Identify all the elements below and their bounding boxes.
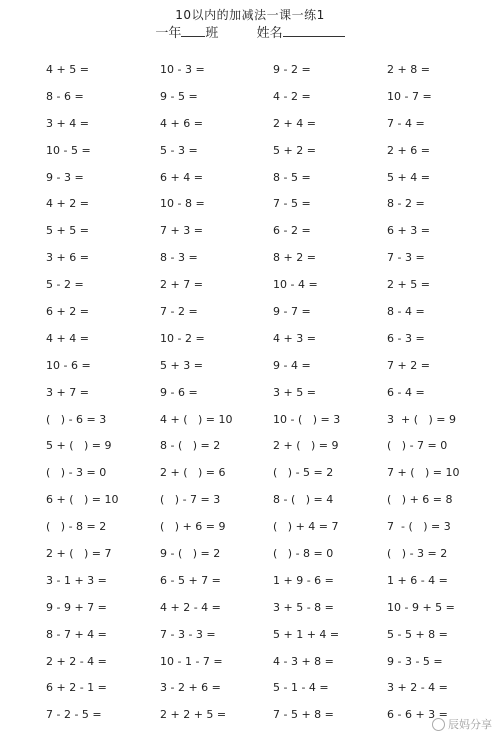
grade-label: 一年 bbox=[155, 26, 182, 41]
math-problem: 9 - 7 = bbox=[273, 305, 311, 319]
math-problem: 1 + 9 - 6 = bbox=[273, 573, 334, 587]
name-blank bbox=[283, 24, 345, 37]
math-problem: 5 - 1 - 4 = bbox=[273, 681, 329, 695]
math-problem: 5 + 3 = bbox=[160, 358, 203, 372]
math-problem: 10 - 9 + 5 = bbox=[387, 600, 455, 614]
math-problem: 2 + ( ) = 7 bbox=[46, 547, 112, 561]
math-problem: 10 - 8 = bbox=[160, 197, 205, 211]
math-problem: 2 + 6 = bbox=[387, 143, 430, 157]
math-problem: 7 - 4 = bbox=[387, 116, 425, 130]
math-problem: 4 + 5 = bbox=[46, 63, 89, 76]
math-problem: 4 + 3 = bbox=[273, 331, 316, 345]
math-problem: 7 + 2 = bbox=[387, 358, 430, 372]
math-problem: 6 + 3 = bbox=[387, 224, 430, 238]
math-problem: ( ) + 6 = 8 bbox=[387, 493, 453, 507]
math-problem: 8 - ( ) = 2 bbox=[160, 439, 221, 453]
math-problem: 8 - 4 = bbox=[387, 305, 425, 319]
math-problem: 9 - ( ) = 2 bbox=[160, 547, 221, 561]
math-problem: 10 - ( ) = 3 bbox=[273, 412, 341, 426]
math-problem: ( ) - 7 = 0 bbox=[387, 439, 448, 453]
problem-grid bbox=[46, 63, 486, 735]
math-problem: 7 - 5 = bbox=[273, 197, 311, 211]
math-problem: 6 - 6 + 3 = bbox=[387, 708, 448, 722]
problem-row bbox=[46, 520, 486, 547]
math-problem: ( ) + 6 = 9 bbox=[160, 520, 226, 534]
math-problem: 8 - 5 = bbox=[273, 170, 311, 184]
watermark bbox=[432, 716, 492, 732]
math-problem: 4 + 2 = bbox=[46, 197, 89, 211]
math-problem: 8 - 3 = bbox=[160, 251, 198, 265]
math-problem: 6 + ( ) = 10 bbox=[46, 493, 119, 507]
math-problem: ( ) + 4 = 7 bbox=[273, 520, 339, 534]
math-problem: ( ) - 8 = 0 bbox=[273, 547, 334, 561]
math-problem: 6 + 2 - 1 = bbox=[46, 681, 107, 695]
problem-row bbox=[46, 628, 486, 655]
math-problem: 2 + 2 + 5 = bbox=[160, 708, 227, 722]
math-problem: 3 - 1 + 3 = bbox=[46, 573, 107, 587]
math-problem: 6 - 3 = bbox=[387, 331, 425, 345]
student-info-line bbox=[0, 22, 500, 41]
math-problem: 3 + 5 - 8 = bbox=[273, 600, 334, 614]
math-problem: 9 - 3 - 5 = bbox=[387, 654, 443, 668]
math-problem: 4 - 3 + 8 = bbox=[273, 654, 334, 668]
math-problem: 7 - 3 = bbox=[387, 251, 425, 265]
math-problem: ( ) - 7 = 3 bbox=[160, 493, 221, 507]
math-problem: 7 - ( ) = 3 bbox=[387, 520, 451, 534]
math-problem: 10 - 6 = bbox=[46, 358, 91, 372]
problem-row bbox=[46, 547, 486, 574]
problem-row bbox=[46, 171, 486, 198]
math-problem: 2 + ( ) = 9 bbox=[273, 439, 339, 453]
math-problem: 7 - 5 + 8 = bbox=[273, 708, 334, 722]
math-problem: 5 + 5 = bbox=[46, 224, 89, 238]
math-problem: 9 - 6 = bbox=[160, 385, 198, 399]
problem-row bbox=[46, 117, 486, 144]
math-problem: 4 + 6 = bbox=[160, 116, 203, 130]
problem-row bbox=[46, 386, 486, 413]
math-problem: 2 + ( ) = 6 bbox=[160, 466, 226, 480]
math-problem: 10 - 2 = bbox=[160, 331, 205, 345]
math-problem: 7 + 3 = bbox=[160, 224, 203, 238]
math-problem: 5 + 1 + 4 = bbox=[273, 627, 340, 641]
math-problem: 2 + 4 = bbox=[273, 116, 316, 130]
watermark-logo-icon bbox=[432, 718, 445, 731]
problem-row bbox=[46, 197, 486, 224]
math-problem: 3 + 7 = bbox=[46, 385, 89, 399]
problem-row bbox=[46, 413, 486, 440]
math-problem: 2 + 5 = bbox=[387, 278, 430, 292]
problem-row bbox=[46, 655, 486, 682]
problem-row bbox=[46, 278, 486, 305]
worksheet-title: 10以内的加减法一课一练1 bbox=[175, 8, 325, 22]
problem-row bbox=[46, 305, 486, 332]
problem-row bbox=[46, 224, 486, 251]
problem-row bbox=[46, 359, 486, 386]
problem-row bbox=[46, 601, 486, 628]
math-problem: 2 + 8 = bbox=[387, 63, 430, 76]
math-problem: 4 + 4 = bbox=[46, 331, 89, 345]
math-problem: 7 - 3 - 3 = bbox=[160, 627, 216, 641]
problem-row bbox=[46, 439, 486, 466]
math-problem: 9 - 5 = bbox=[160, 89, 198, 103]
math-problem: ( ) - 6 = 3 bbox=[46, 412, 107, 426]
math-problem: 7 - 2 = bbox=[160, 305, 198, 319]
problem-row bbox=[46, 63, 486, 90]
math-problem: 2 + 7 = bbox=[160, 278, 203, 292]
math-problem: 10 - 5 = bbox=[46, 143, 91, 157]
class-blank bbox=[181, 24, 205, 37]
math-problem: 3 + 6 = bbox=[46, 251, 89, 265]
math-problem: 5 - 5 + 8 = bbox=[387, 627, 448, 641]
math-problem: 5 + 2 = bbox=[273, 143, 316, 157]
math-problem: 6 + 2 = bbox=[46, 305, 89, 319]
class-label: 班 bbox=[205, 26, 219, 41]
math-problem: 5 - 2 = bbox=[46, 278, 84, 292]
math-problem: 7 - 2 - 5 = bbox=[46, 708, 102, 722]
problem-row bbox=[46, 90, 486, 117]
math-problem: 2 + 2 - 4 = bbox=[46, 654, 107, 668]
name-label: 姓名 bbox=[256, 26, 283, 41]
math-problem: 8 - ( ) = 4 bbox=[273, 493, 334, 507]
math-problem: 9 - 4 = bbox=[273, 358, 311, 372]
problem-row bbox=[46, 144, 486, 171]
math-problem: 6 - 2 = bbox=[273, 224, 311, 238]
math-problem: 9 - 3 = bbox=[46, 170, 84, 184]
problem-row bbox=[46, 466, 486, 493]
watermark-text: 辰妈分享 bbox=[448, 718, 492, 731]
problem-row bbox=[46, 251, 486, 278]
math-problem: 7 + ( ) = 10 bbox=[387, 466, 460, 480]
problem-row bbox=[46, 574, 486, 601]
problem-row bbox=[46, 708, 486, 735]
math-problem: 8 + 2 = bbox=[273, 251, 316, 265]
math-problem: 5 + 4 = bbox=[387, 170, 430, 184]
math-problem: 6 + 4 = bbox=[160, 170, 203, 184]
math-problem: 5 + ( ) = 9 bbox=[46, 439, 112, 453]
math-problem: 6 - 4 = bbox=[387, 385, 425, 399]
math-problem: 4 + ( ) = 10 bbox=[160, 412, 233, 426]
math-problem: ( ) - 5 = 2 bbox=[273, 466, 334, 480]
math-problem: 3 + 2 - 4 = bbox=[387, 681, 448, 695]
math-problem: 3 + 4 = bbox=[46, 116, 89, 130]
math-problem: 8 - 7 + 4 = bbox=[46, 627, 107, 641]
math-problem: 1 + 6 - 4 = bbox=[387, 573, 448, 587]
math-problem: 10 - 1 - 7 = bbox=[160, 654, 223, 668]
math-problem: 8 - 6 = bbox=[46, 89, 84, 103]
math-problem: 3 + ( ) = 9 bbox=[387, 412, 456, 426]
math-problem: ( ) - 3 = 2 bbox=[387, 547, 448, 561]
problem-row bbox=[46, 332, 486, 359]
math-problem: 10 - 4 = bbox=[273, 278, 318, 292]
problem-row bbox=[46, 493, 486, 520]
math-problem: 10 - 7 = bbox=[387, 89, 432, 103]
math-problem: 6 - 5 + 7 = bbox=[160, 573, 221, 587]
math-problem: 4 + 2 - 4 = bbox=[160, 600, 221, 614]
math-problem: 4 - 2 = bbox=[273, 89, 311, 103]
math-problem: ( ) - 3 = 0 bbox=[46, 466, 107, 480]
math-problem: 5 - 3 = bbox=[160, 143, 198, 157]
math-problem: ( ) - 8 = 2 bbox=[46, 520, 107, 534]
problem-row bbox=[46, 681, 486, 708]
math-problem: 3 + 5 = bbox=[273, 385, 316, 399]
math-problem: 10 - 3 = bbox=[160, 63, 205, 76]
math-problem: 9 - 9 + 7 = bbox=[46, 600, 107, 614]
math-problem: 8 - 2 = bbox=[387, 197, 425, 211]
math-problem: 3 - 2 + 6 = bbox=[160, 681, 221, 695]
math-problem: 9 - 2 = bbox=[273, 63, 311, 76]
